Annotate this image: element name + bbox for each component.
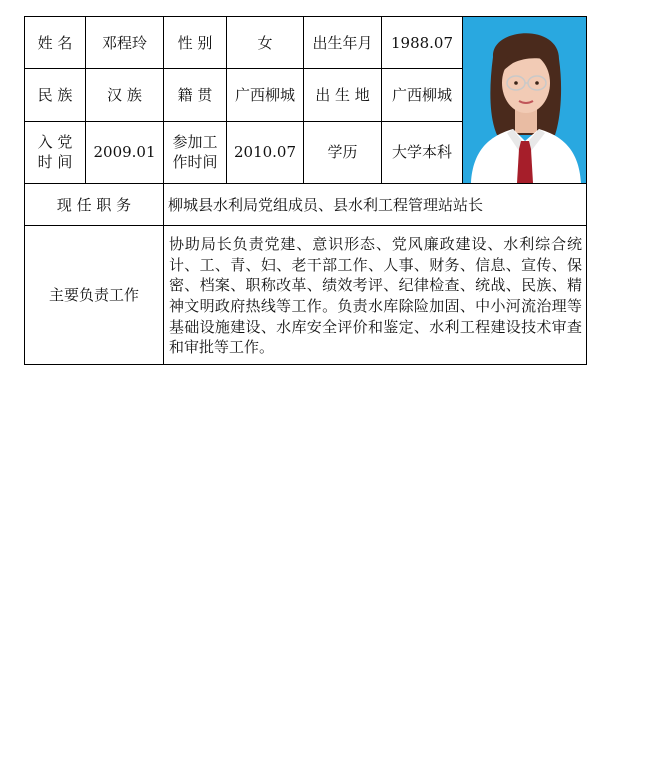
party-join-label-line1: 入 党 xyxy=(37,133,73,152)
education-value: 大学本科 xyxy=(382,121,463,183)
work-start-label-block xyxy=(172,132,217,173)
work-start-label xyxy=(164,121,227,183)
ethnicity-label: 民 族 xyxy=(25,69,86,121)
profile-photo xyxy=(463,17,587,184)
party-join-label-block xyxy=(38,132,73,173)
eye-right xyxy=(535,81,539,85)
native-label: 籍 贯 xyxy=(164,69,227,121)
work-start-value: 2010.07 xyxy=(227,121,304,183)
position-label: 现 任 职 务 xyxy=(25,184,164,226)
party-join-label-line2: 时 间 xyxy=(37,153,73,172)
party-join-value: 2009.01 xyxy=(86,121,164,183)
birth-label: 出生年月 xyxy=(304,17,382,69)
work-start-label-line1: 参加工 xyxy=(172,133,218,152)
native-value: 广西柳城 xyxy=(227,69,304,121)
birth-value: 1988.07 xyxy=(382,17,463,69)
profile-table xyxy=(24,16,587,365)
gender-value: 女 xyxy=(227,17,304,69)
birthplace-label: 出 生 地 xyxy=(304,69,382,121)
education-label: 学历 xyxy=(304,121,382,183)
party-join-label xyxy=(25,121,86,183)
name-label xyxy=(25,17,86,69)
duties-value: 协助局长负责党建、意识形态、党风廉政建设、水利综合统计、工、青、妇、老干部工作、人事、财务、信息、宣传、保密、档案、职称改革、绩效考评、纪律检查、统战、民族、精神文明政府热线等工作。负责水库除险加固、中小河流治理等基础设施建设、水库安全评价和鉴定、水利工程建设技术审查和审批等工作。 xyxy=(164,226,587,365)
position-value: 柳城县水利局党组成员、县水利工程管理站站长 xyxy=(164,184,587,226)
name-label-text: 姓 名 xyxy=(37,33,73,52)
eye-left xyxy=(514,81,518,85)
portrait-image xyxy=(463,17,587,183)
name-value: 邓程玲 xyxy=(86,17,164,69)
duties-label: 主要负责工作 xyxy=(25,226,164,365)
ethnicity-value: 汉 族 xyxy=(86,69,164,121)
work-start-label-line2: 作时间 xyxy=(172,153,218,172)
birthplace-value: 广西柳城 xyxy=(382,69,463,121)
gender-label: 性 别 xyxy=(164,17,227,69)
